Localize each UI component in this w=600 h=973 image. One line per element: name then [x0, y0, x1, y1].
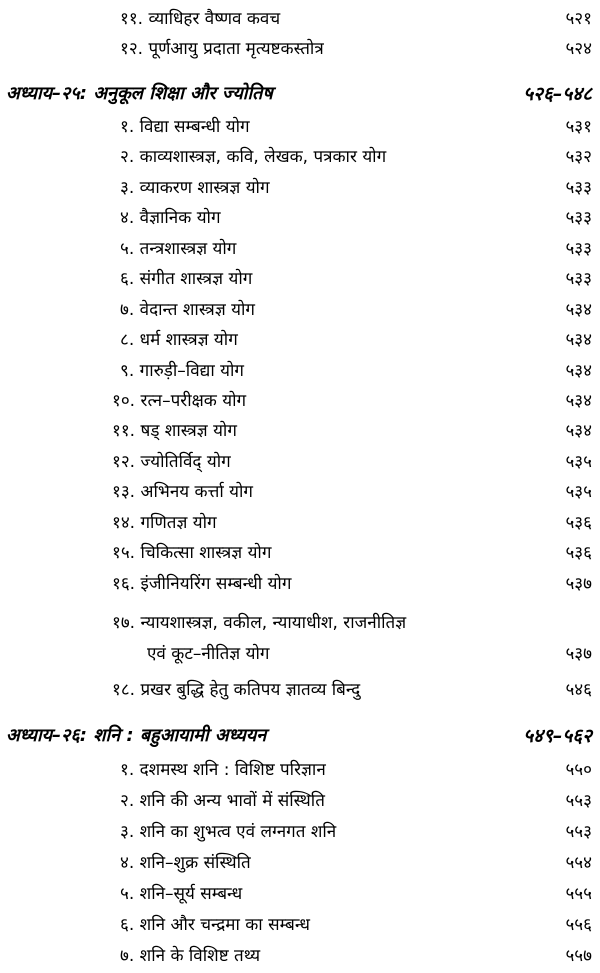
entry-title: १६. इंजीनियरिंग सम्बन्धी योग — [112, 574, 292, 594]
entry-title: १. विद्या सम्बन्धी योग — [120, 117, 250, 137]
page-number: ५५० — [565, 760, 592, 780]
toc-entry — [0, 264, 600, 294]
page-number: ५३७ — [565, 644, 592, 664]
toc-entry — [0, 447, 600, 477]
toc-entry — [0, 675, 600, 705]
page-number: ५३१ — [565, 117, 592, 137]
toc-entry — [0, 941, 600, 971]
page-number: ५३५ — [565, 482, 592, 502]
page-number: ५४६ — [565, 680, 592, 700]
entry-title: २. काव्यशास्त्रज्ञ, कवि, लेखक, पत्रकार योग — [120, 147, 387, 167]
toc-entry — [0, 234, 600, 264]
page-range: ५२६–५४८ — [523, 83, 592, 105]
entry-title: १५. चिकित्सा शास्त्रज्ञ योग — [112, 543, 272, 563]
toc-entry — [0, 817, 600, 847]
toc-entry — [0, 112, 600, 142]
toc-entry-continuation — [0, 639, 600, 669]
toc-entry — [0, 173, 600, 203]
entry-title: ६. संगीत शास्त्रज्ञ योग — [120, 269, 253, 289]
entry-title: १२. पूर्णआयु प्रदाता मृत्यष्टकस्तोत्र — [120, 39, 324, 59]
entry-title: ८. धर्म शास्त्रज्ञ योग — [120, 330, 238, 350]
entry-title: १४. गणितज्ञ योग — [112, 513, 217, 533]
entry-title: ११. व्याधिहर वैष्णव कवच — [120, 9, 281, 29]
page-number: ५३४ — [565, 300, 592, 320]
entry-title: ७. वेदान्त शास्त्रज्ञ योग — [120, 300, 255, 320]
entry-title: ३. शनि का शुभत्व एवं लग्नगत शनि — [120, 822, 337, 842]
toc-entry — [0, 386, 600, 416]
page-number: ५३४ — [565, 330, 592, 350]
page-number: ५३२ — [565, 147, 592, 167]
chapter-title: अध्याय–२६: शनि : बहुआयामी अध्ययन — [6, 725, 267, 746]
page-number: ५३५ — [565, 452, 592, 472]
page-number: ५२४ — [565, 39, 592, 59]
toc-entry — [0, 142, 600, 172]
entry-title-continued: एवं कूट–नीतिज्ञ योग — [147, 644, 270, 664]
page-number: ५३४ — [565, 421, 592, 441]
page-number: ५३७ — [565, 574, 592, 594]
entry-title: ९. गारुड़ी–विद्या योग — [120, 361, 244, 381]
toc-entry — [0, 295, 600, 325]
toc-entry — [0, 4, 600, 34]
entry-title: ५. तन्त्रशास्त्रज्ञ योग — [120, 239, 237, 259]
entry-title: १. दशमस्थ शनि : विशिष्ट परिज्ञान — [120, 760, 326, 780]
chapter-heading — [0, 79, 600, 109]
entry-title: १३. अभिनय कर्त्ता योग — [112, 482, 253, 502]
page-number: ५३३ — [565, 208, 592, 228]
toc-entry — [0, 848, 600, 878]
toc-entry — [0, 325, 600, 355]
page-number: ५३४ — [565, 391, 592, 411]
entry-title: ४. शनि–शुक्र संस्थिति — [120, 853, 251, 873]
page-number: ५३६ — [565, 513, 592, 533]
entry-title: ७. शनि के विशिष्ट तथ्य — [120, 946, 261, 966]
page-number: ५३३ — [565, 239, 592, 259]
page-number: ५५७ — [565, 946, 592, 966]
toc-entry — [0, 538, 600, 568]
toc-entry — [0, 356, 600, 386]
toc-entry — [0, 755, 600, 785]
page-number: ५३४ — [565, 361, 592, 381]
toc-entry — [0, 910, 600, 940]
page-number: ५३६ — [565, 543, 592, 563]
entry-title: १२. ज्योतिर्विद् योग — [112, 452, 231, 472]
entry-title: १७. न्यायशास्त्रज्ञ, वकील, न्यायाधीश, राजनीतिज्ञ — [112, 613, 407, 633]
page-number: ५५६ — [565, 915, 592, 935]
page-number: ५३३ — [565, 178, 592, 198]
toc-entry — [0, 879, 600, 909]
entry-title: ३. व्याकरण शास्त्रज्ञ योग — [120, 178, 270, 198]
entry-title: १८. प्रखर बुद्धि हेतु कतिपय ज्ञातव्य बिन्दु — [112, 680, 361, 700]
entry-title: ६. शनि और चन्द्रमा का सम्बन्ध — [120, 915, 310, 935]
page-number: ५३३ — [565, 269, 592, 289]
toc-entry — [0, 569, 600, 599]
toc-entry-multiline — [0, 608, 600, 638]
toc-entry — [0, 34, 600, 64]
toc-entry — [0, 477, 600, 507]
toc-entry — [0, 508, 600, 538]
entry-title: १०. रत्न–परीक्षक योग — [112, 391, 247, 411]
page-number: ५५४ — [565, 853, 592, 873]
chapter-title: अध्याय–२५: अनुकूल शिक्षा और ज्योतिष — [6, 83, 273, 104]
toc-entry — [0, 203, 600, 233]
page-number: ५२१ — [565, 9, 592, 29]
page-number: ५५५ — [565, 884, 592, 904]
page-number: ५५३ — [565, 791, 592, 811]
toc-entry — [0, 416, 600, 446]
page-range: ५४९–५६२ — [523, 725, 592, 747]
entry-title: ४. वैज्ञानिक योग — [120, 208, 221, 228]
entry-title: ५. शनि–सूर्य सम्बन्ध — [120, 884, 243, 904]
chapter-heading — [0, 721, 600, 751]
toc-entry — [0, 786, 600, 816]
entry-title: ११. षड् शास्त्रज्ञ योग — [112, 421, 237, 441]
entry-title: २. शनि की अन्य भावों में संस्थिति — [120, 791, 325, 811]
page-number: ५५३ — [565, 822, 592, 842]
